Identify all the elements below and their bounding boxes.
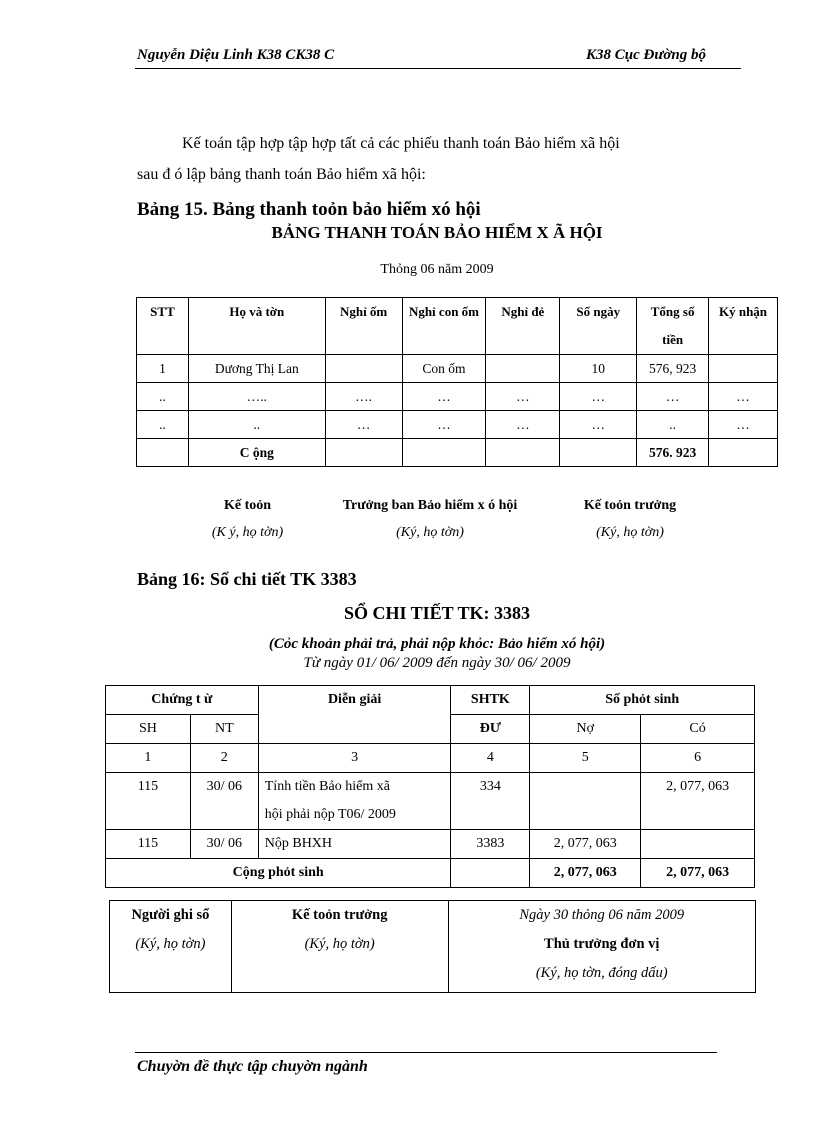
header-divider	[135, 68, 741, 69]
footer-text: Chuyờn đề thực tập chuyờn ngành	[137, 1058, 368, 1075]
table-cell: 10	[560, 355, 637, 383]
table-cell: …	[560, 383, 637, 411]
header-right: K38 Cục Đường bộ	[586, 47, 706, 63]
table-cell: …..	[188, 383, 325, 411]
table16-number-row	[106, 744, 755, 773]
signature-insurance-head	[320, 492, 540, 546]
table-cell	[137, 439, 189, 467]
col-header: Số phỏt sinh	[530, 686, 755, 715]
table-cell	[709, 355, 778, 383]
total-debit: 2, 077, 063	[530, 859, 641, 888]
table-row	[106, 830, 755, 859]
col-header: Nghỉ đẻ	[486, 298, 560, 355]
signature-chief-accountant	[560, 492, 700, 546]
table-row	[137, 383, 778, 411]
table-cell: 5	[530, 744, 641, 773]
col-header: Tổng số tiền	[637, 298, 709, 355]
table16-signatures	[109, 900, 756, 993]
table-cell: …	[486, 383, 560, 411]
col-header: Có	[641, 715, 755, 744]
table-cell: …	[709, 383, 778, 411]
col-header: SHTK	[451, 686, 530, 715]
table-cell: 2, 077, 063	[530, 830, 641, 859]
table-cell: Dương Thị Lan	[188, 355, 325, 383]
signature-role: Kế toỏn	[223, 498, 272, 513]
table-cell: …	[325, 411, 402, 439]
total-credit: 2, 077, 063	[641, 859, 755, 888]
table-cell: ..	[137, 411, 189, 439]
table-cell: …	[402, 411, 486, 439]
table15-total-row	[137, 439, 778, 467]
col-header: ĐƯ	[451, 715, 530, 744]
footer-divider	[135, 1052, 717, 1053]
col-header: Ký nhận	[709, 298, 778, 355]
table15	[136, 297, 778, 467]
table-cell	[402, 439, 486, 467]
table-cell: 334	[451, 773, 530, 830]
table-cell: 576, 923	[637, 355, 709, 383]
table-cell: 3	[258, 744, 451, 773]
table-cell: 3383	[451, 830, 530, 859]
table-row	[106, 773, 755, 830]
table-cell: …	[402, 383, 486, 411]
signature-director	[448, 901, 756, 993]
table-row	[137, 355, 778, 383]
table-cell: 1	[106, 744, 191, 773]
signature-note: (Ký, họ tờn)	[596, 525, 664, 540]
table-cell: 2	[190, 744, 258, 773]
table-cell	[325, 355, 402, 383]
signature-note: (Ký, họ tờn, đóng dấu)	[535, 965, 668, 981]
col-header: STT	[137, 298, 189, 355]
signature-note: (Ký, họ tờn)	[304, 936, 375, 952]
table-cell: 2, 077, 063	[641, 773, 755, 830]
signature-role: Trưởng ban Bảo hiểm x ó hội	[342, 498, 518, 513]
table15-header-row	[137, 298, 778, 355]
col-header: Diễn giải	[258, 686, 451, 744]
total-label: Cộng phỏt sinh	[106, 859, 451, 888]
signature-role: Kế toỏn trưởng	[583, 498, 677, 513]
table16-total-row	[106, 859, 755, 888]
table16-header-row-1	[106, 686, 755, 715]
table-cell: 6	[641, 744, 755, 773]
table-cell: …	[486, 411, 560, 439]
col-header: Số ngày	[560, 298, 637, 355]
intro-line-1: Kế toán tập hợp tập hợp tất cả các phiếu thanh toán Bảo hiểm xã hội	[182, 135, 620, 152]
table-cell	[486, 355, 560, 383]
table-cell	[451, 859, 530, 888]
table-cell: …	[560, 411, 637, 439]
description-line: Tính tiền Bảo hiểm xã	[264, 779, 390, 794]
table-cell: 1	[137, 355, 189, 383]
table-cell	[709, 439, 778, 467]
table-cell	[641, 830, 755, 859]
table-cell: ..	[188, 411, 325, 439]
table16-title: SỔ CHI TIẾT TK: 3383	[343, 603, 531, 623]
signature-recorder	[110, 901, 232, 993]
signature-role: Kế toỏn trưởng	[291, 907, 388, 923]
table-cell: 115	[106, 773, 191, 830]
table-cell: 30/ 06	[190, 830, 258, 859]
table-cell	[486, 439, 560, 467]
table-cell	[258, 773, 451, 830]
total-value: 576. 923	[637, 439, 709, 467]
col-header: SH	[106, 715, 191, 744]
table-cell: 115	[106, 830, 191, 859]
table16-period: Từ ngày 01/ 06/ 2009 đến ngày 30/ 06/ 2009	[303, 655, 571, 671]
table-cell: …	[709, 411, 778, 439]
col-header: Nghỉ ốm	[325, 298, 402, 355]
col-header: Nghỉ con ốm	[402, 298, 486, 355]
header-left: Nguyễn Diệu Linh K38 CK38 C	[137, 47, 335, 63]
table15-caption: Bảng 15. Bảng thanh toỏn bảo hiểm xó hội	[137, 199, 481, 220]
table-cell	[325, 439, 402, 467]
col-header: Họ và tờn	[188, 298, 325, 355]
signature-date: Ngày 30 thỏng 06 năm 2009	[519, 907, 685, 923]
table-cell: …	[637, 383, 709, 411]
table-cell	[560, 439, 637, 467]
table16-subtitle: (Cỏc khoản phải trả, phải nộp khỏc: Bảo hiểm xó hội)	[268, 636, 606, 652]
table-cell: ..	[137, 383, 189, 411]
table16-caption: Bảng 16: Sổ chi tiết TK 3383	[137, 569, 357, 589]
table-cell: ..	[637, 411, 709, 439]
intro-paragraph	[137, 128, 737, 190]
signature-chief-accountant-2	[231, 901, 448, 993]
signature-role: Người ghi sổ	[131, 907, 210, 923]
col-header: NT	[190, 715, 258, 744]
col-header: Nợ	[530, 715, 641, 744]
table-cell: ….	[325, 383, 402, 411]
description-line: hội phải nộp T06/ 2009	[264, 807, 396, 822]
table-cell: Con ốm	[402, 355, 486, 383]
signature-note: (Ký, họ tờn)	[135, 936, 206, 952]
table-cell: 30/ 06	[190, 773, 258, 830]
signature-accountant	[195, 492, 300, 546]
table15-month: Thỏng 06 năm 2009	[380, 262, 494, 277]
col-header: Chứng t ừ	[106, 686, 259, 715]
table-cell: Nộp BHXH	[258, 830, 451, 859]
total-label: C ộng	[188, 439, 325, 467]
intro-line-2: sau đ ó lập bảng thanh toán Bảo hiểm xã hội:	[137, 166, 426, 183]
table-row	[137, 411, 778, 439]
table-cell	[530, 773, 641, 830]
signature-role: Thủ trưởng đơn vị	[544, 936, 660, 952]
table-cell: 4	[451, 744, 530, 773]
table15-title: BẢNG THANH TOÁN BẢO HIỂM X Ã HỘI	[271, 223, 603, 242]
signature-note: (K ý, họ tờn)	[211, 525, 284, 540]
signature-note: (Ký, họ tờn)	[396, 525, 464, 540]
table16	[105, 685, 755, 888]
